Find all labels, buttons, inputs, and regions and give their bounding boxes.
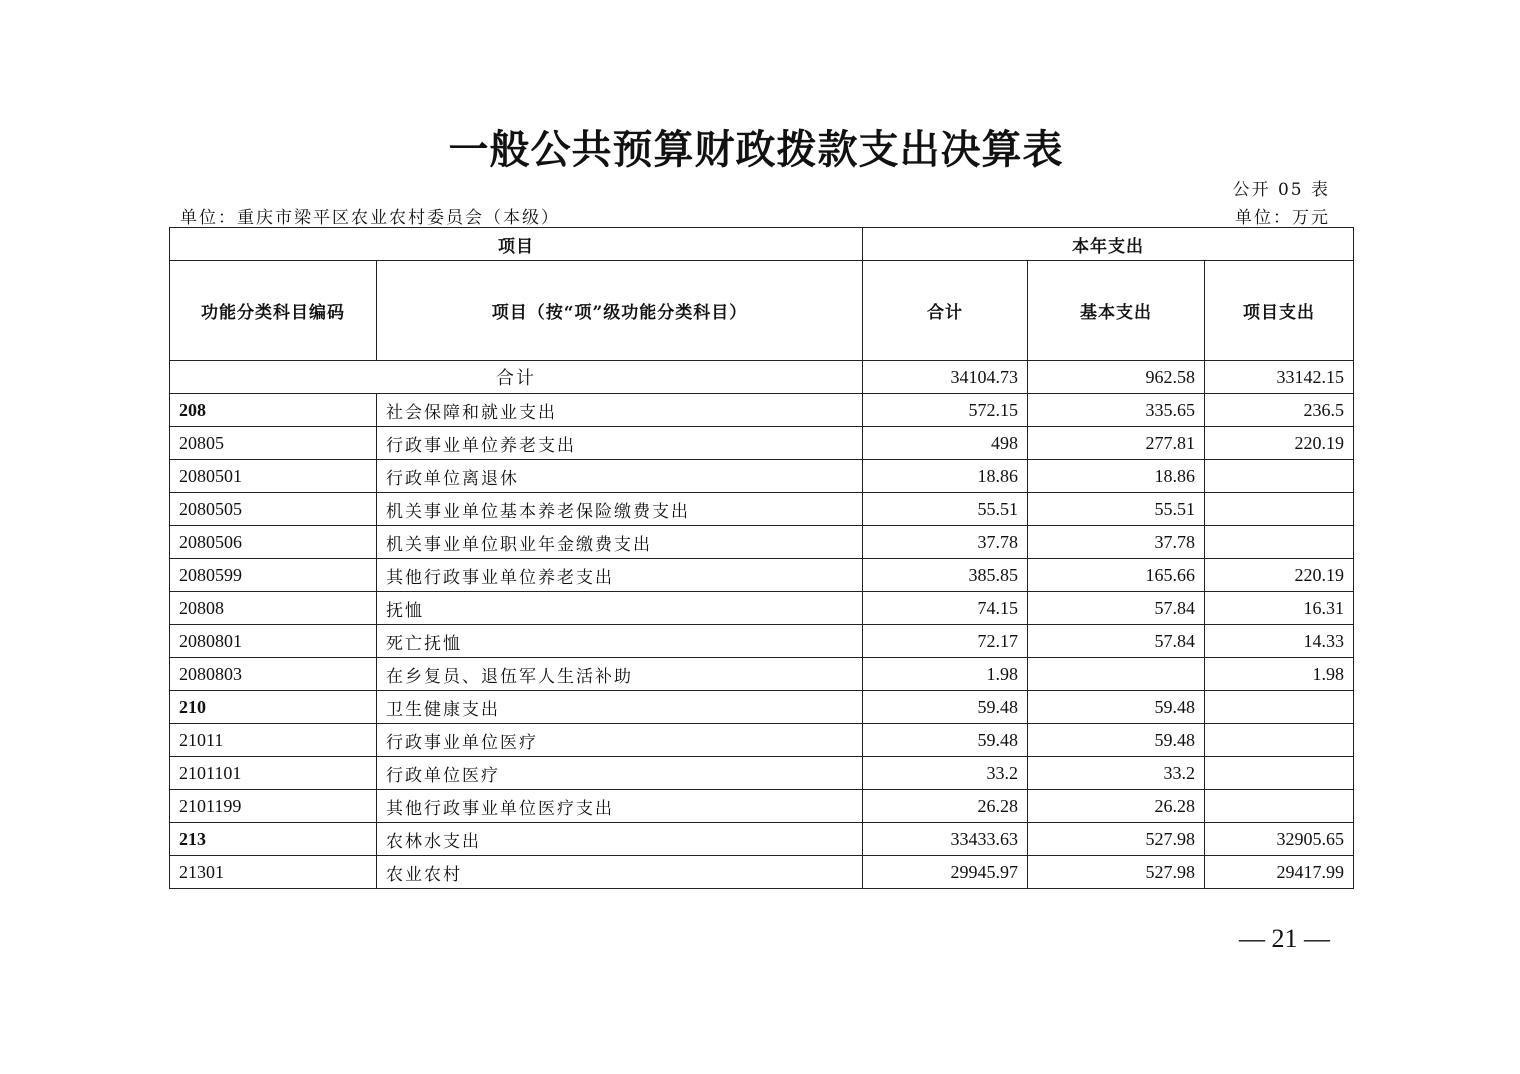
row-total: 37.78 xyxy=(863,526,1028,559)
row-name: 农林水支出 xyxy=(377,823,863,856)
row-name: 在乡复员、退伍军人生活补助 xyxy=(377,658,863,691)
row-project xyxy=(1205,493,1354,526)
row-code: 2080501 xyxy=(170,460,377,493)
row-name: 抚恤 xyxy=(377,592,863,625)
row-project: 32905.65 xyxy=(1205,823,1354,856)
form-number: 公开 05 表 xyxy=(1232,180,1330,200)
row-name: 其他行政事业单位养老支出 xyxy=(377,559,863,592)
header-total: 合计 xyxy=(863,261,1028,361)
row-basic: 277.81 xyxy=(1028,427,1205,460)
table-row xyxy=(170,460,1354,493)
row-basic: 18.86 xyxy=(1028,460,1205,493)
table-row xyxy=(170,658,1354,691)
row-basic: 33.2 xyxy=(1028,757,1205,790)
page-title: 一般公共预算财政拨款支出决算表 xyxy=(448,126,1064,173)
row-basic: 59.48 xyxy=(1028,691,1205,724)
row-project xyxy=(1205,526,1354,559)
table-row xyxy=(170,625,1354,658)
total-project: 33142.15 xyxy=(1205,361,1354,394)
row-basic: 26.28 xyxy=(1028,790,1205,823)
row-project xyxy=(1205,724,1354,757)
budget-expenditure-table xyxy=(169,227,1354,889)
row-project xyxy=(1205,691,1354,724)
row-name: 行政事业单位医疗 xyxy=(377,724,863,757)
row-code: 208 xyxy=(170,394,377,427)
row-project xyxy=(1205,757,1354,790)
row-project: 220.19 xyxy=(1205,427,1354,460)
row-name: 社会保障和就业支出 xyxy=(377,394,863,427)
row-name: 机关事业单位基本养老保险缴费支出 xyxy=(377,493,863,526)
row-code: 2080505 xyxy=(170,493,377,526)
total-total: 34104.73 xyxy=(863,361,1028,394)
row-code: 210 xyxy=(170,691,377,724)
row-project: 16.31 xyxy=(1205,592,1354,625)
row-project: 236.5 xyxy=(1205,394,1354,427)
header-name: 项目（按“项”级功能分类科目） xyxy=(377,261,863,361)
row-project xyxy=(1205,790,1354,823)
row-project: 220.19 xyxy=(1205,559,1354,592)
row-code: 20808 xyxy=(170,592,377,625)
row-code: 2101199 xyxy=(170,790,377,823)
header-basic: 基本支出 xyxy=(1028,261,1205,361)
header-code: 功能分类科目编码 xyxy=(170,261,377,361)
row-code: 2101101 xyxy=(170,757,377,790)
row-project: 29417.99 xyxy=(1205,856,1354,889)
row-code: 2080803 xyxy=(170,658,377,691)
table-row xyxy=(170,592,1354,625)
row-name: 死亡抚恤 xyxy=(377,625,863,658)
unit-currency: 单位：万元 xyxy=(1235,208,1330,228)
row-code: 21011 xyxy=(170,724,377,757)
table-row xyxy=(170,757,1354,790)
row-name: 机关事业单位职业年金缴费支出 xyxy=(377,526,863,559)
table-row xyxy=(170,493,1354,526)
row-total: 572.15 xyxy=(863,394,1028,427)
table-row xyxy=(170,724,1354,757)
table-row xyxy=(170,856,1354,889)
row-project xyxy=(1205,460,1354,493)
row-name: 行政事业单位养老支出 xyxy=(377,427,863,460)
table-row xyxy=(170,790,1354,823)
row-total: 385.85 xyxy=(863,559,1028,592)
group-header-row xyxy=(170,228,1354,261)
row-code: 2080506 xyxy=(170,526,377,559)
row-total: 18.86 xyxy=(863,460,1028,493)
row-total: 29945.97 xyxy=(863,856,1028,889)
row-code: 20805 xyxy=(170,427,377,460)
row-basic: 335.65 xyxy=(1028,394,1205,427)
table-row xyxy=(170,427,1354,460)
row-total: 59.48 xyxy=(863,724,1028,757)
row-total: 33.2 xyxy=(863,757,1028,790)
row-name: 农业农村 xyxy=(377,856,863,889)
row-basic: 37.78 xyxy=(1028,526,1205,559)
unit-organization: 单位：重庆市梁平区农业农村委员会（本级） xyxy=(180,208,560,228)
row-project: 14.33 xyxy=(1205,625,1354,658)
row-basic xyxy=(1028,658,1205,691)
row-total: 55.51 xyxy=(863,493,1028,526)
row-basic: 57.84 xyxy=(1028,592,1205,625)
table-row xyxy=(170,823,1354,856)
row-code: 2080801 xyxy=(170,625,377,658)
row-total: 72.17 xyxy=(863,625,1028,658)
row-total: 26.28 xyxy=(863,790,1028,823)
table-row xyxy=(170,394,1354,427)
table-row xyxy=(170,691,1354,724)
table-row xyxy=(170,559,1354,592)
row-code: 213 xyxy=(170,823,377,856)
column-header-row xyxy=(170,261,1354,361)
row-total: 74.15 xyxy=(863,592,1028,625)
header-current-year-group: 本年支出 xyxy=(863,228,1354,261)
row-basic: 57.84 xyxy=(1028,625,1205,658)
page-number: — 21 — xyxy=(1239,924,1330,953)
row-total: 1.98 xyxy=(863,658,1028,691)
row-total: 33433.63 xyxy=(863,823,1028,856)
total-label: 合计 xyxy=(170,361,863,394)
row-name: 行政单位医疗 xyxy=(377,757,863,790)
row-basic: 527.98 xyxy=(1028,856,1205,889)
row-name: 卫生健康支出 xyxy=(377,691,863,724)
table-row xyxy=(170,526,1354,559)
row-name: 行政单位离退休 xyxy=(377,460,863,493)
header-project: 项目支出 xyxy=(1205,261,1354,361)
row-basic: 59.48 xyxy=(1028,724,1205,757)
row-name: 其他行政事业单位医疗支出 xyxy=(377,790,863,823)
row-code: 2080599 xyxy=(170,559,377,592)
total-basic: 962.58 xyxy=(1028,361,1205,394)
total-row xyxy=(170,361,1354,394)
header-project-group: 项目 xyxy=(170,228,863,261)
row-total: 59.48 xyxy=(863,691,1028,724)
row-basic: 55.51 xyxy=(1028,493,1205,526)
row-basic: 165.66 xyxy=(1028,559,1205,592)
row-code: 21301 xyxy=(170,856,377,889)
row-project: 1.98 xyxy=(1205,658,1354,691)
row-basic: 527.98 xyxy=(1028,823,1205,856)
row-total: 498 xyxy=(863,427,1028,460)
